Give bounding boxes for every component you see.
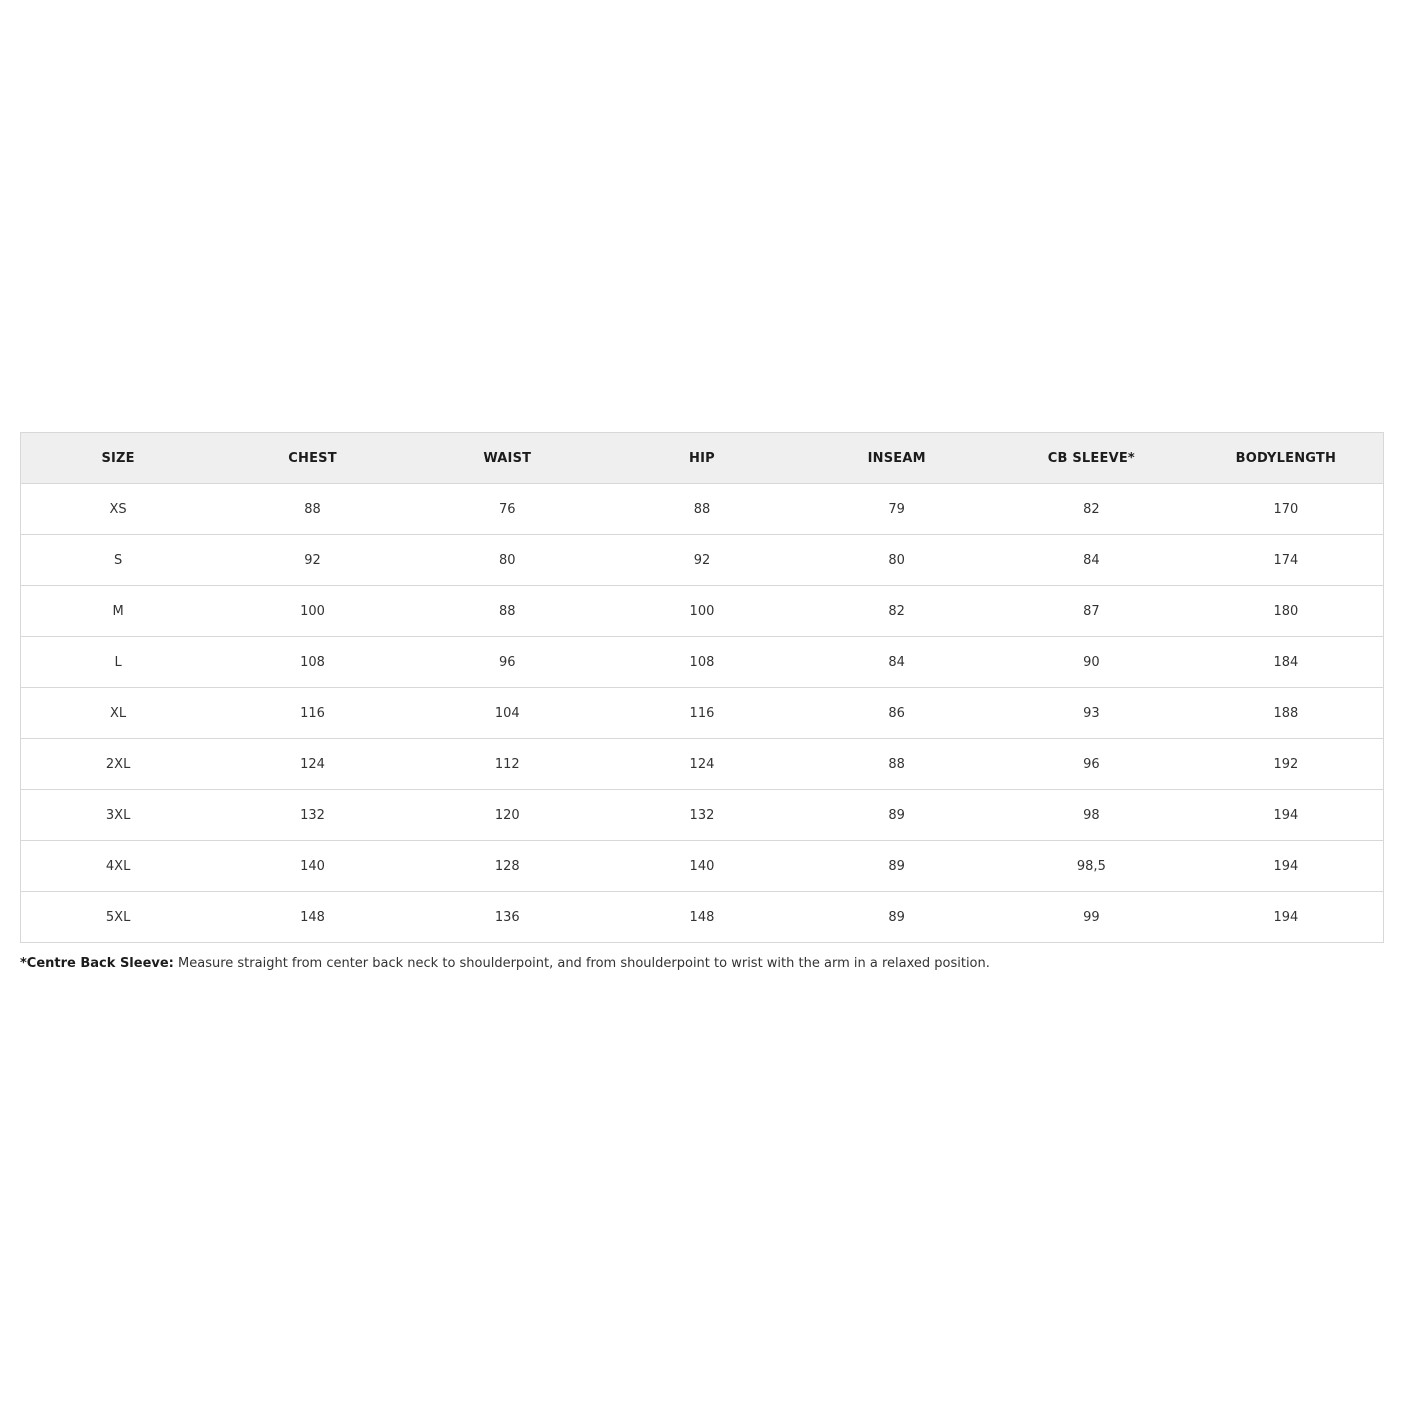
measurement-cell: 87 (994, 586, 1189, 637)
measurement-cell: 80 (410, 535, 605, 586)
measurement-cell: 80 (799, 535, 994, 586)
table-body (21, 484, 1384, 943)
table-row (21, 484, 1384, 535)
column-header-hip: HIP (605, 433, 800, 484)
measurement-cell: 116 (215, 688, 410, 739)
column-header-chest: CHEST (215, 433, 410, 484)
measurement-cell: 89 (799, 790, 994, 841)
table-header (21, 433, 1384, 484)
size-cell: 4XL (21, 841, 216, 892)
measurement-cell: 86 (799, 688, 994, 739)
measurement-cell: 84 (994, 535, 1189, 586)
column-header-size: SIZE (21, 433, 216, 484)
measurement-cell: 88 (605, 484, 800, 535)
measurement-cell: 93 (994, 688, 1189, 739)
measurement-cell: 194 (1189, 790, 1384, 841)
measurement-cell: 192 (1189, 739, 1384, 790)
size-cell: XS (21, 484, 216, 535)
measurement-cell: 76 (410, 484, 605, 535)
size-cell: 3XL (21, 790, 216, 841)
size-cell: S (21, 535, 216, 586)
header-row (21, 433, 1384, 484)
measurement-cell: 132 (215, 790, 410, 841)
column-header-cb-sleeve: CB SLEEVE* (994, 433, 1189, 484)
measurement-cell: 170 (1189, 484, 1384, 535)
measurement-cell: 132 (605, 790, 800, 841)
size-cell: M (21, 586, 216, 637)
measurement-cell: 92 (605, 535, 800, 586)
table-row (21, 841, 1384, 892)
table-row (21, 790, 1384, 841)
table-row (21, 688, 1384, 739)
measurement-cell: 180 (1189, 586, 1384, 637)
measurement-cell: 188 (1189, 688, 1384, 739)
measurement-cell: 98 (994, 790, 1189, 841)
measurement-cell: 174 (1189, 535, 1384, 586)
measurement-cell: 92 (215, 535, 410, 586)
measurement-cell: 82 (994, 484, 1189, 535)
measurement-cell: 148 (300, 909, 325, 925)
measurement-cell: 99 (1083, 909, 1100, 925)
measurement-cell: 124 (605, 739, 800, 790)
measurement-cell: 84 (799, 637, 994, 688)
measurement-cell: 194 (1189, 841, 1384, 892)
measurement-cell: 100 (215, 586, 410, 637)
table-row (21, 586, 1384, 637)
footnote-label: *Centre Back Sleeve: (20, 956, 174, 971)
measurement-cell: 112 (410, 739, 605, 790)
measurement-cell: 128 (410, 841, 605, 892)
measurement-cell: 89 (799, 841, 994, 892)
measurement-cell: 148 (689, 909, 715, 925)
measurement-cell: 136 (494, 909, 520, 925)
size-chart (20, 432, 1384, 943)
size-cell: L (21, 637, 216, 688)
measurement-cell: 88 (410, 586, 605, 637)
measurement-cell: 184 (1189, 637, 1384, 688)
measurement-cell: 96 (994, 739, 1189, 790)
table-row (21, 535, 1384, 586)
table-row (21, 739, 1384, 790)
measurement-cell: 96 (410, 637, 605, 688)
measurement-cell: 124 (215, 739, 410, 790)
measurement-cell: 104 (410, 688, 605, 739)
measurement-cell: 88 (799, 739, 994, 790)
size-cell: 5XL (105, 909, 131, 925)
footnote-text: Measure straight from center back neck to shoulderpoint, and from shoulderpoint to wrist with the arm in a relaxed position. (178, 956, 990, 971)
size-chart-table (20, 432, 1384, 943)
column-header-waist: WAIST (410, 433, 605, 484)
measurement-cell: 89 (888, 909, 905, 925)
measurement-cell: 194 (1273, 909, 1299, 925)
measurement-cell: 116 (605, 688, 800, 739)
measurement-cell: 79 (799, 484, 994, 535)
measurement-cell: 140 (605, 841, 800, 892)
measurement-cell: 108 (605, 637, 800, 688)
measurement-cell: 100 (605, 586, 800, 637)
measurement-cell: 82 (799, 586, 994, 637)
measurement-cell: 108 (215, 637, 410, 688)
table-row (21, 892, 1384, 943)
size-cell: XL (21, 688, 216, 739)
table-row (21, 637, 1384, 688)
measurement-cell: 98,5 (994, 841, 1189, 892)
measurement-cell: 88 (215, 484, 410, 535)
measurement-cell: 140 (215, 841, 410, 892)
measurement-cell: 90 (994, 637, 1189, 688)
size-cell: 2XL (21, 739, 216, 790)
column-header-bodylength: BODYLENGTH (1189, 433, 1384, 484)
measurement-cell: 120 (410, 790, 605, 841)
footnote (20, 956, 990, 971)
column-header-inseam: INSEAM (799, 433, 994, 484)
